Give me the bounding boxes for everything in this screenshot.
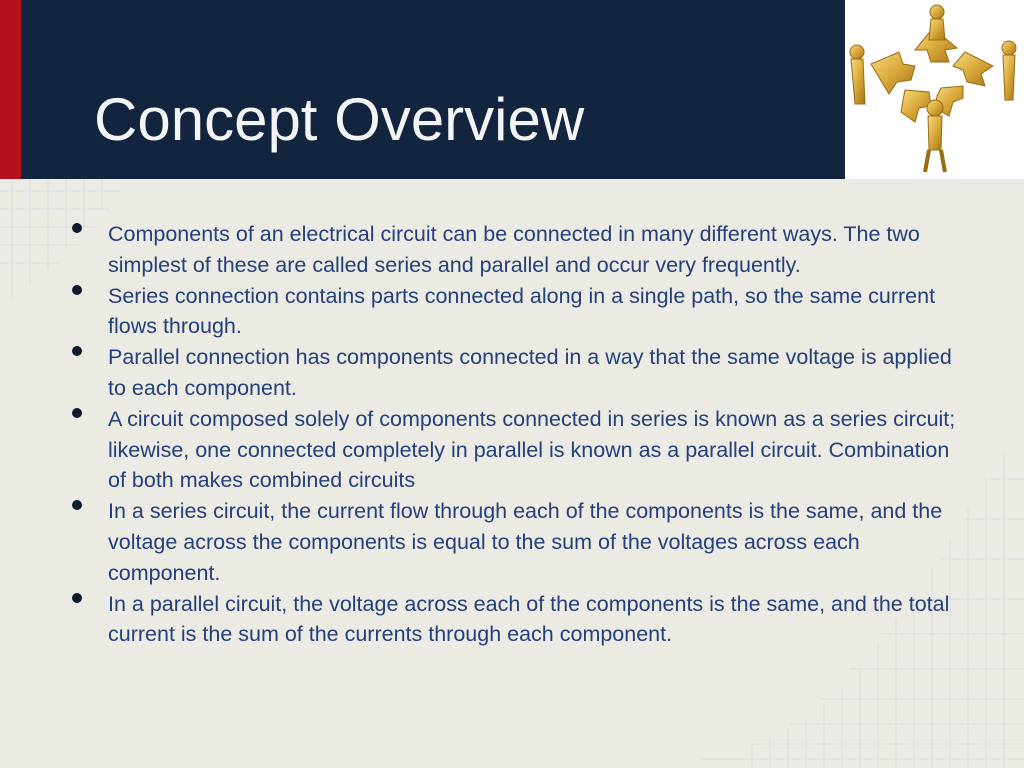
bullet-text: In a series circuit, the current flow through each of the components is the same, and the voltage across the components is equal to the sum of the voltages across each component.: [108, 499, 943, 585]
accent-stripe: [0, 0, 21, 179]
bullet-item: [66, 281, 966, 343]
bullet-dot-icon: [72, 223, 82, 233]
bullet-list: [66, 219, 966, 650]
logo-panel: [845, 0, 1024, 179]
bullet-item: [66, 404, 966, 496]
bullet-text: Parallel connection has components connected in a way that the same voltage is applied to each component.: [108, 345, 952, 400]
bullet-dot-icon: [72, 285, 82, 295]
bullet-text: A circuit composed solely of components connected in series is known as a series circuit; likewise, one connected completely in parallel is known as a parallel circuit. Combination of both makes combined circuits: [108, 406, 956, 493]
bullet-content: [66, 219, 966, 650]
bullet-item: [66, 589, 966, 651]
bullet-dot-icon: [72, 593, 82, 603]
people-puzzle-icon: [845, 0, 1024, 179]
bullet-item: [66, 219, 966, 281]
bullet-item: [66, 496, 966, 588]
slide-title: Concept Overview: [94, 86, 585, 153]
bullet-dot-icon: [72, 346, 82, 356]
bullet-dot-icon: [72, 408, 82, 418]
bullet-text: Series connection contains parts connected along in a single path, so the same current flows through.: [108, 283, 936, 339]
bullet-text: Components of an electrical circuit can be connected in many different ways. The two simplest of these are called series and parallel and occur very frequently.: [108, 222, 920, 277]
bullet-item: [66, 342, 966, 404]
bullet-dot-icon: [72, 500, 82, 510]
bullet-text: In a parallel circuit, the voltage across each of the components is the same, and the total current is the sum of the currents through each component.: [108, 591, 950, 647]
